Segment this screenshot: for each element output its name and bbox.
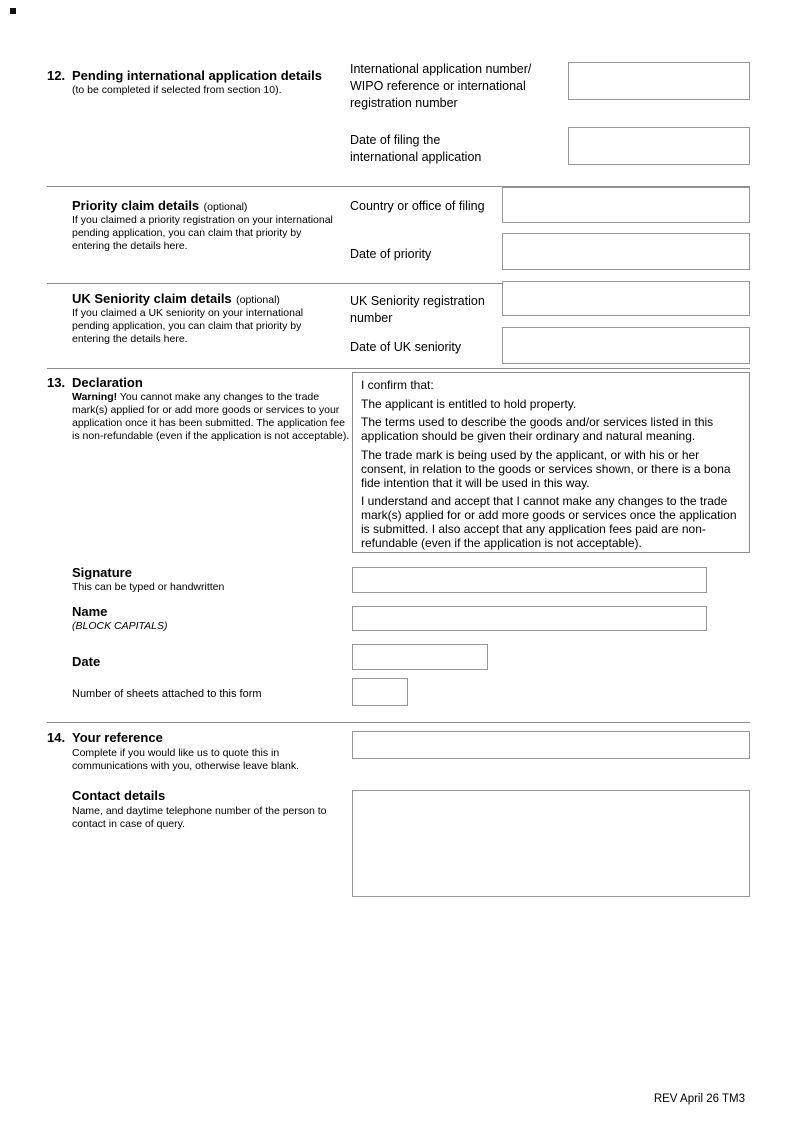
declaration-statement-box: [352, 372, 750, 553]
intl-application-number-input[interactable]: [568, 62, 750, 100]
priority-date-input[interactable]: [502, 233, 750, 270]
section-14-number: 14.: [47, 730, 66, 745]
sheets-attached-input[interactable]: [352, 678, 408, 706]
form-revision-footer: REV April 26 TM3: [653, 1093, 745, 1105]
contact-details-input[interactable]: [352, 790, 750, 897]
warning-label: Warning!: [72, 391, 118, 403]
declaration-paragraph: The trade mark is being used by the applicant, or with his or her consent, in relation to the goods or services shown, or there is a bona fide intention that it will be used in this way.: [361, 447, 731, 490]
declaration-paragraph: The applicant is entitled to hold property.: [361, 396, 577, 411]
contact-details-description: Name, and daytime telephone number of the person to contact in case of query.: [72, 805, 327, 830]
section-12-title: Pending international application details: [72, 68, 322, 83]
seniority-date-label: Date of UK seniority: [350, 340, 462, 354]
signature-label: Signature: [72, 565, 132, 580]
warning-text: You cannot make any changes to the trade mark(s) applied for or add more goods or services to your application once it has been submitted. The application fee is non-refundable (even if the application is not acceptable).: [72, 391, 350, 442]
name-hint: (BLOCK CAPITALS): [72, 620, 168, 632]
declaration-paragraph: The terms used to describe the goods and/or services listed in this application should be given their ordinary and natural meaning.: [361, 415, 714, 443]
priority-optional-tag: (optional): [203, 201, 248, 213]
seniority-optional-tag: (optional): [236, 294, 280, 306]
filing-date-label: Date of filing the international application: [350, 133, 482, 164]
section-14-title: Your reference: [72, 730, 163, 745]
declaration-warning: [72, 391, 350, 443]
priority-country-input[interactable]: [502, 187, 750, 223]
signature-hint: This can be typed or handwritten: [72, 581, 225, 593]
section-divider: [47, 722, 750, 723]
your-reference-input[interactable]: [352, 731, 750, 759]
your-reference-description: Complete if you would like us to quote this in communications with you, otherwise leave blank.: [72, 747, 300, 772]
seniority-title: UK Seniority claim details: [72, 291, 232, 306]
section-13-number: 13.: [47, 375, 66, 390]
contact-details-title: Contact details: [72, 788, 166, 803]
seniority-claim-heading: [72, 290, 280, 308]
section-divider: [47, 368, 750, 369]
signature-input[interactable]: [352, 567, 707, 593]
seniority-date-input[interactable]: [502, 327, 750, 364]
seniority-description: If you claimed a UK seniority on your international pending application, you can claim that priority by entering the details here.: [72, 307, 304, 345]
name-label: Name: [72, 604, 108, 619]
sheets-attached-label: Number of sheets attached to this form: [72, 688, 262, 700]
seniority-number-label: UK Seniority registration number: [350, 294, 485, 325]
filing-date-input[interactable]: [568, 127, 750, 165]
declaration-paragraph: I understand and accept that I cannot make any changes to the trade mark(s) applied for or add more goods or services once the application is submitted. I also accept that any application fees paid are non-refundable (even if the application is not acceptable).: [361, 494, 737, 550]
date-label: Date: [72, 654, 101, 669]
priority-title: Priority claim details: [72, 198, 200, 213]
section-12-subtitle: (to be completed if selected from section 10).: [72, 84, 282, 96]
corner-registration-mark: [10, 8, 16, 14]
name-input[interactable]: [352, 606, 707, 631]
date-input[interactable]: [352, 644, 488, 670]
declaration-intro: I confirm that:: [361, 378, 434, 392]
priority-country-label: Country or office of filing: [350, 199, 485, 213]
priority-date-label: Date of priority: [350, 247, 432, 261]
priority-description: If you claimed a priority registration on your international pending application, you can claim that priority by entering the details here.: [72, 214, 333, 252]
section-12-number: 12.: [47, 68, 66, 83]
section-13-title: Declaration: [72, 375, 143, 390]
seniority-number-input[interactable]: [502, 281, 750, 316]
priority-claim-heading: [72, 197, 247, 215]
intl-application-number-label: International application number/ WIPO reference or international registration number: [350, 62, 532, 110]
